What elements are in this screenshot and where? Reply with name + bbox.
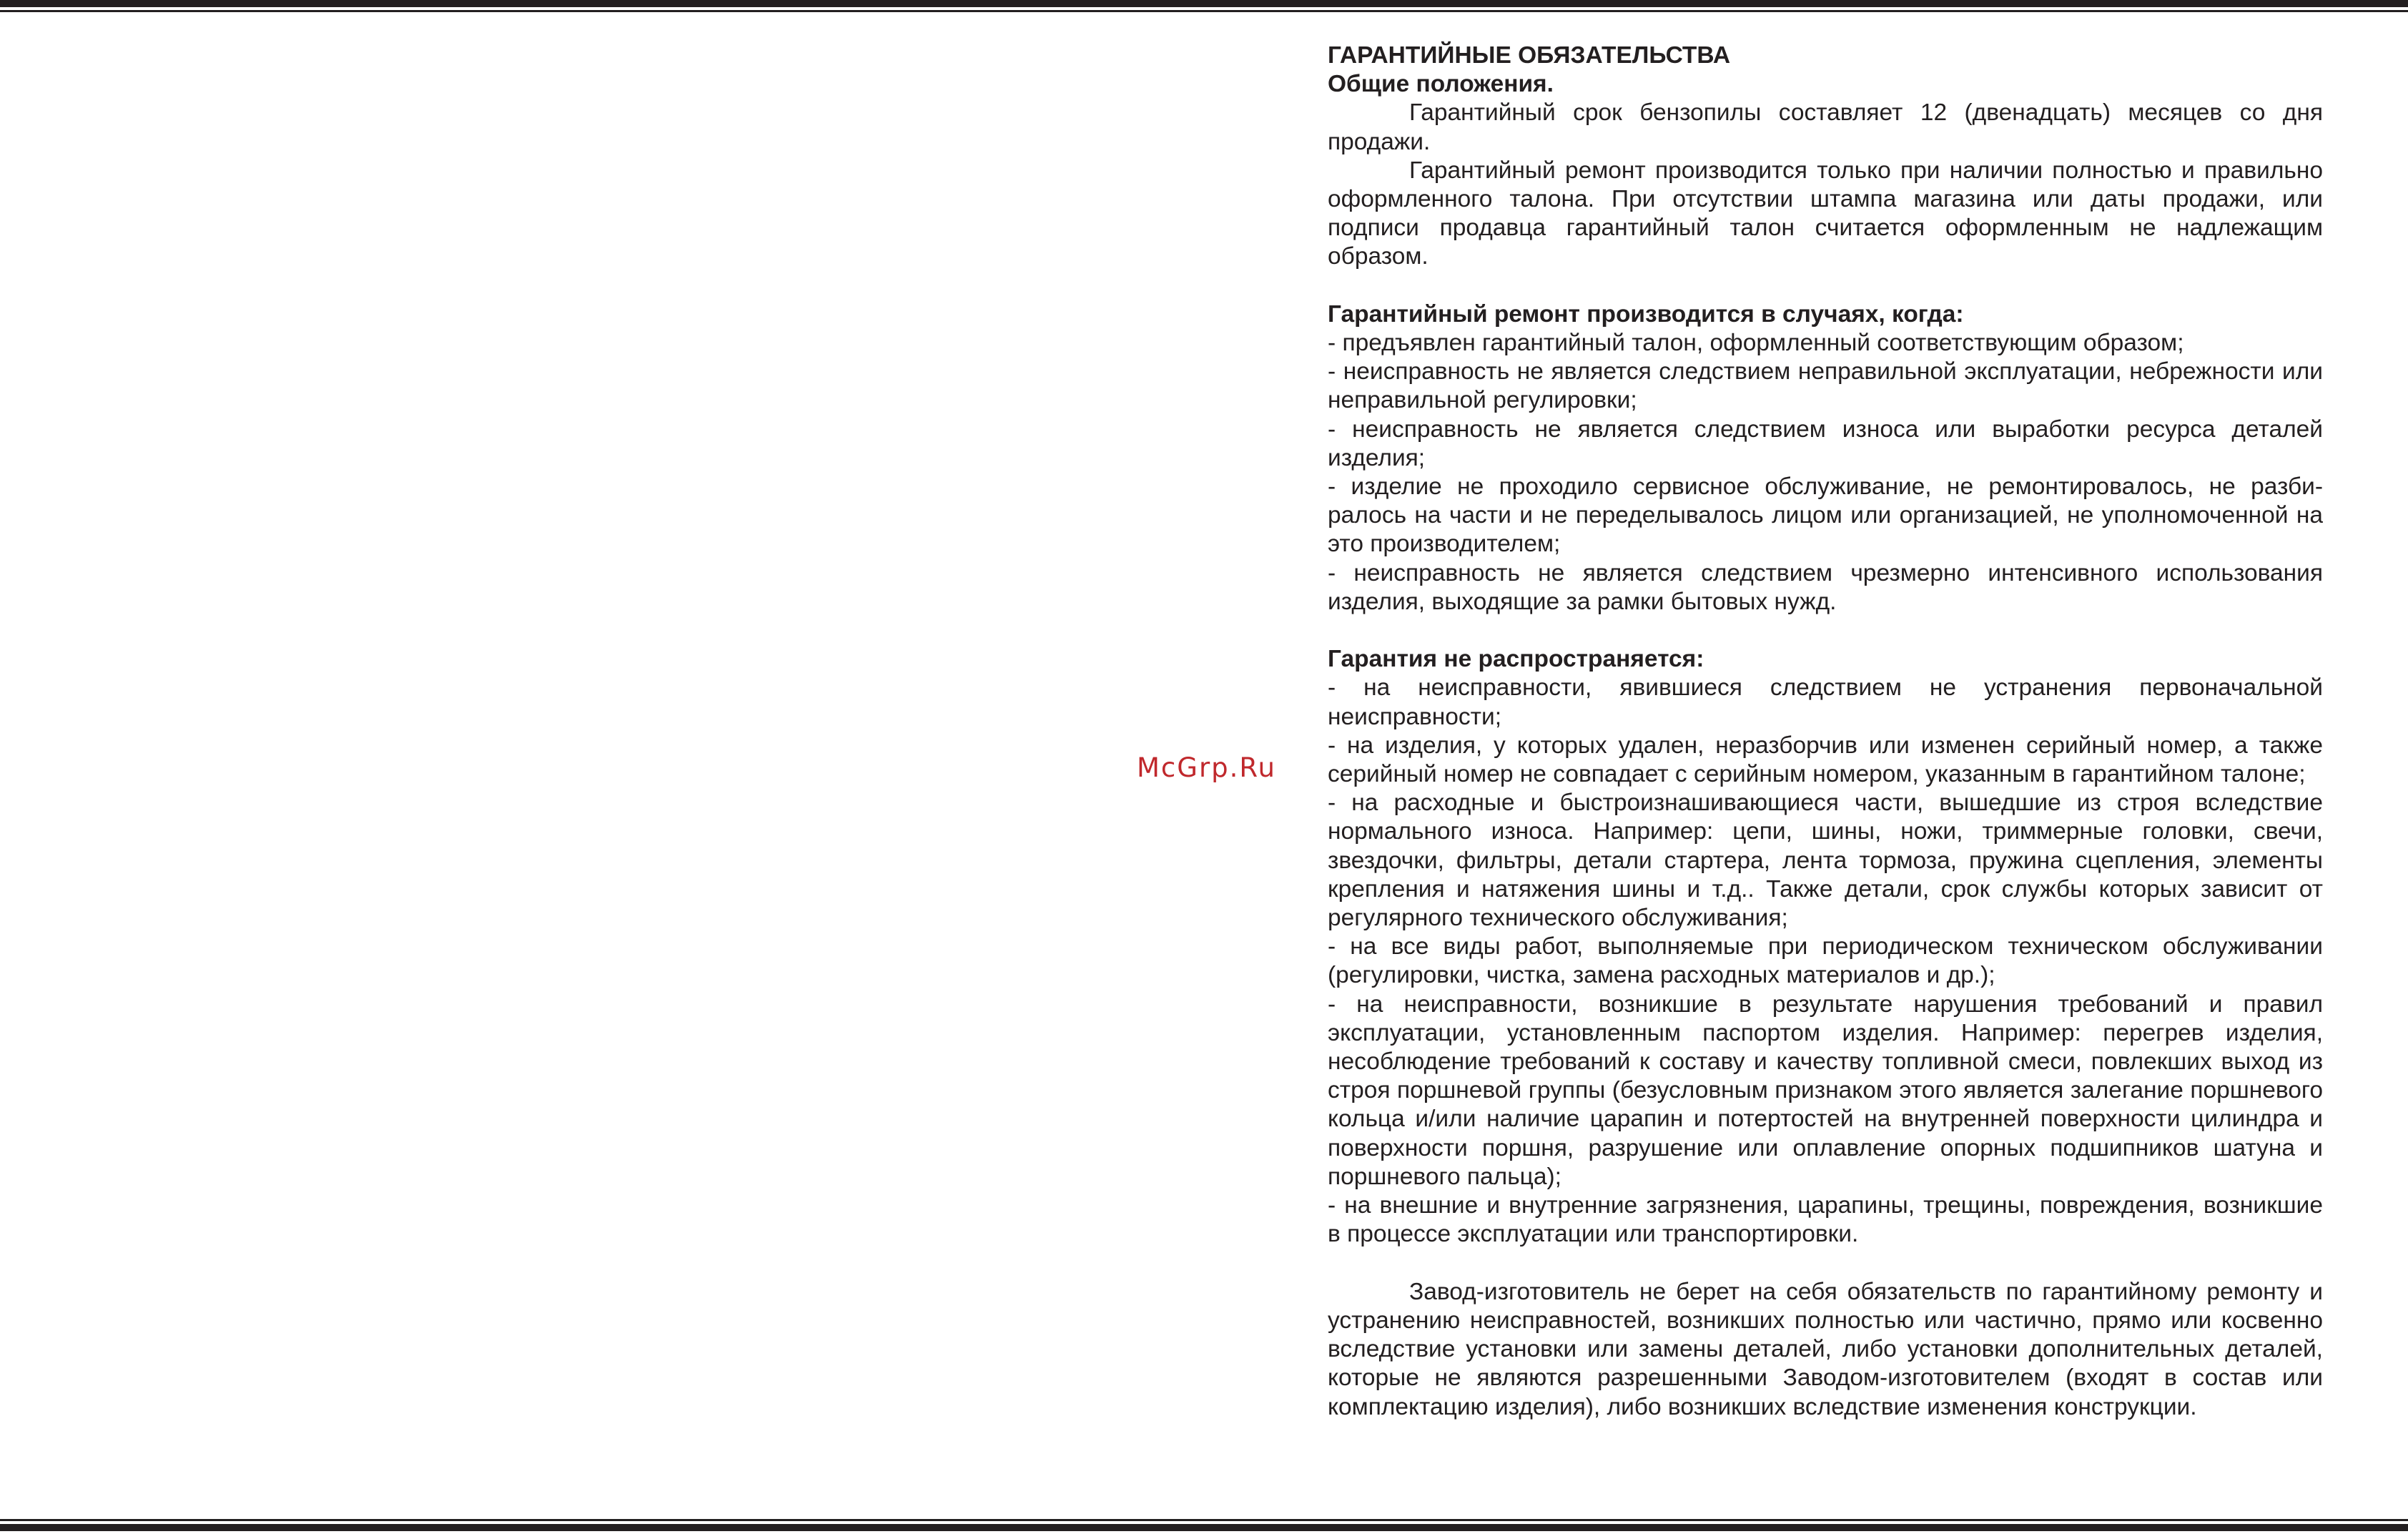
exclusions-heading: Гарантия не распространяется: <box>1328 646 1704 673</box>
list-item: - неисправность не является следствием чрезмерно интенсивного использования изделия, выходящие за рамки бытовых нужд. <box>1328 559 2323 615</box>
spacer <box>1328 616 2323 645</box>
list-item: - на расходные и быстроизнашивающиеся части, вышедшие из строя вследствие нормального износа. Например: цепи, шины, ножи, триммерные головки, свечи, звездочки, фильтры, детали стартера, лента тормоза, пружина сцепления, элементы крепления и натяжения шины и т.д.. Также детали, срок службы которых зависит от регулярного технического обслуживания; <box>1328 790 2323 932</box>
spacer <box>1328 272 2323 300</box>
warranty-column <box>1328 41 2323 1422</box>
general-paragraph-1: Гарантийный срок бензопилы составляет 12 (двенадцать) месяцев со дня продажи. <box>1328 99 2323 155</box>
top-border <box>0 0 2408 14</box>
top-border-thick-line <box>0 0 2408 7</box>
list-item: - на неисправности, возникшие в результате нарушения требований и правил эксплуатации, установленным паспортом изделия. Например: перегрев изделия, несоблюдение требований к составу и качеству топливной смеси, повлекших выход из строя поршневой группы (безусловным признаком этого является залегание поршневого кольца и/или наличие царапин и потертостей на внутренней поверхности цилиндра и поверхности поршня, разрушение или оплавление опорных подшипников шатуна и поршневого пальца); <box>1328 990 2323 1190</box>
cases-heading: Гарантийный ремонт производится в случаях, когда: <box>1328 300 1964 328</box>
list-item: - предъявлен гарантийный талон, оформленный соответствующим образом; <box>1328 330 2184 357</box>
bottom-border-thick-line <box>0 1524 2408 1531</box>
bottom-border-thin-line <box>0 1519 2408 1521</box>
list-item: - на внешние и внутренние загрязнения, царапины, трещины, повреждения, возникшие в процессе эксплуатации или транспортировки. <box>1328 1192 2323 1248</box>
final-paragraph: Завод-изготовитель не берет на себя обязательств по гарантийному ремонту и устранению неисправностей, возникших полностью или частично, прямо или косвенно вследствие установки или замены деталей, либо установки дополнительных деталей, которые не являются разрешенными Заводом-изготовителем (входят в состав или комплектацию изделия), либо возникших вследствие изменения конструкции. <box>1328 1278 2323 1420</box>
general-heading: Общие положения. <box>1328 71 1554 98</box>
list-item: - на изделия, у которых удален, неразборчив или изменен серийный номер, а также серийный номер не совпадает с серийным номером, указанным в гарантийном талоне; <box>1328 732 2323 788</box>
list-item: - на неисправности, явившиеся следствием не устранения первоначальной неисправности; <box>1328 674 2323 730</box>
top-border-thin-line <box>0 10 2408 12</box>
bottom-border <box>0 1519 2408 1534</box>
general-paragraph-2: Гарантийный ремонт производится только при наличии полностью и правильно оформленного талона. При отсутствии штампа магазина или даты продажи, или подписи продавца гарантийный талон считается оформленным не надлежащим образом. <box>1328 157 2323 270</box>
list-item: - изделие не проходило сервисное обслуживание, не ремонтировалось, не разби-ралось на части и не переделывалось лицом или организацией, не уполномоченной на это производителем; <box>1328 473 2323 558</box>
list-item: - на все виды работ, выполняемые при периодическом техническом обслуживании (регулировки, чистка, замена расходных материалов и др.); <box>1328 933 2323 989</box>
page-title: ГАРАНТИЙНЫЕ ОБЯЗАТЕЛЬСТВА <box>1328 42 1731 69</box>
watermark: McGrp.Ru <box>1137 752 1276 783</box>
list-item: - неисправность не является следствием неправильной эксплуатации, небрежности или неправильной регулировки; <box>1328 358 2323 414</box>
list-item: - неисправность не является следствием износа или выработки ресурса деталей изделия; <box>1328 416 2323 471</box>
spacer <box>1328 1249 2323 1278</box>
